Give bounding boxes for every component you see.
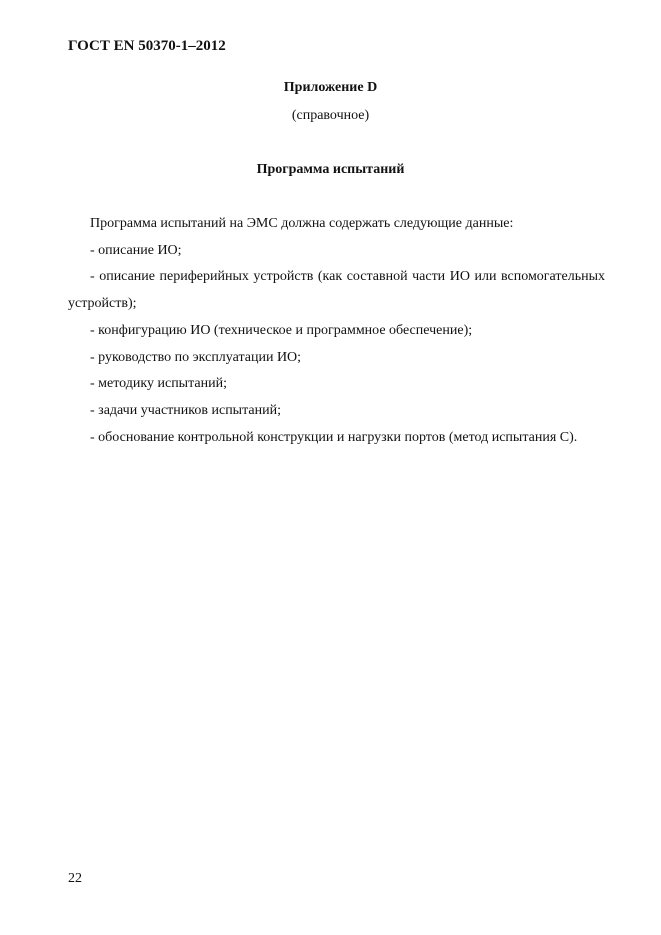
document-code: ГОСТ EN 50370-1–2012 xyxy=(68,38,226,54)
paragraph-intro: Программа испытаний на ЭМС должна содержать следующие данные: xyxy=(90,216,514,231)
list-item: - описание периферийных устройств (как составной части ИО или вспомогательных устройств); xyxy=(68,269,605,312)
list-item: - описание ИО; xyxy=(90,242,182,258)
list-item: - руководство по эксплуатации ИО; xyxy=(90,349,302,365)
section-title: Программа испытаний xyxy=(256,162,405,177)
list-item: - обоснование контрольной конструкции и нагрузки портов (метод испытания С). xyxy=(90,429,578,445)
body-text xyxy=(68,211,605,451)
page-number: 22 xyxy=(68,871,82,886)
annex-subtitle: (справочное) xyxy=(291,108,370,123)
list-item: - конфигурацию ИО (техническое и программное обеспечение); xyxy=(90,322,473,338)
annex-title: Приложение D xyxy=(283,80,378,95)
list-item: - задачи участников испытаний; xyxy=(90,402,281,418)
list-item: - методику испытаний; xyxy=(90,376,227,392)
